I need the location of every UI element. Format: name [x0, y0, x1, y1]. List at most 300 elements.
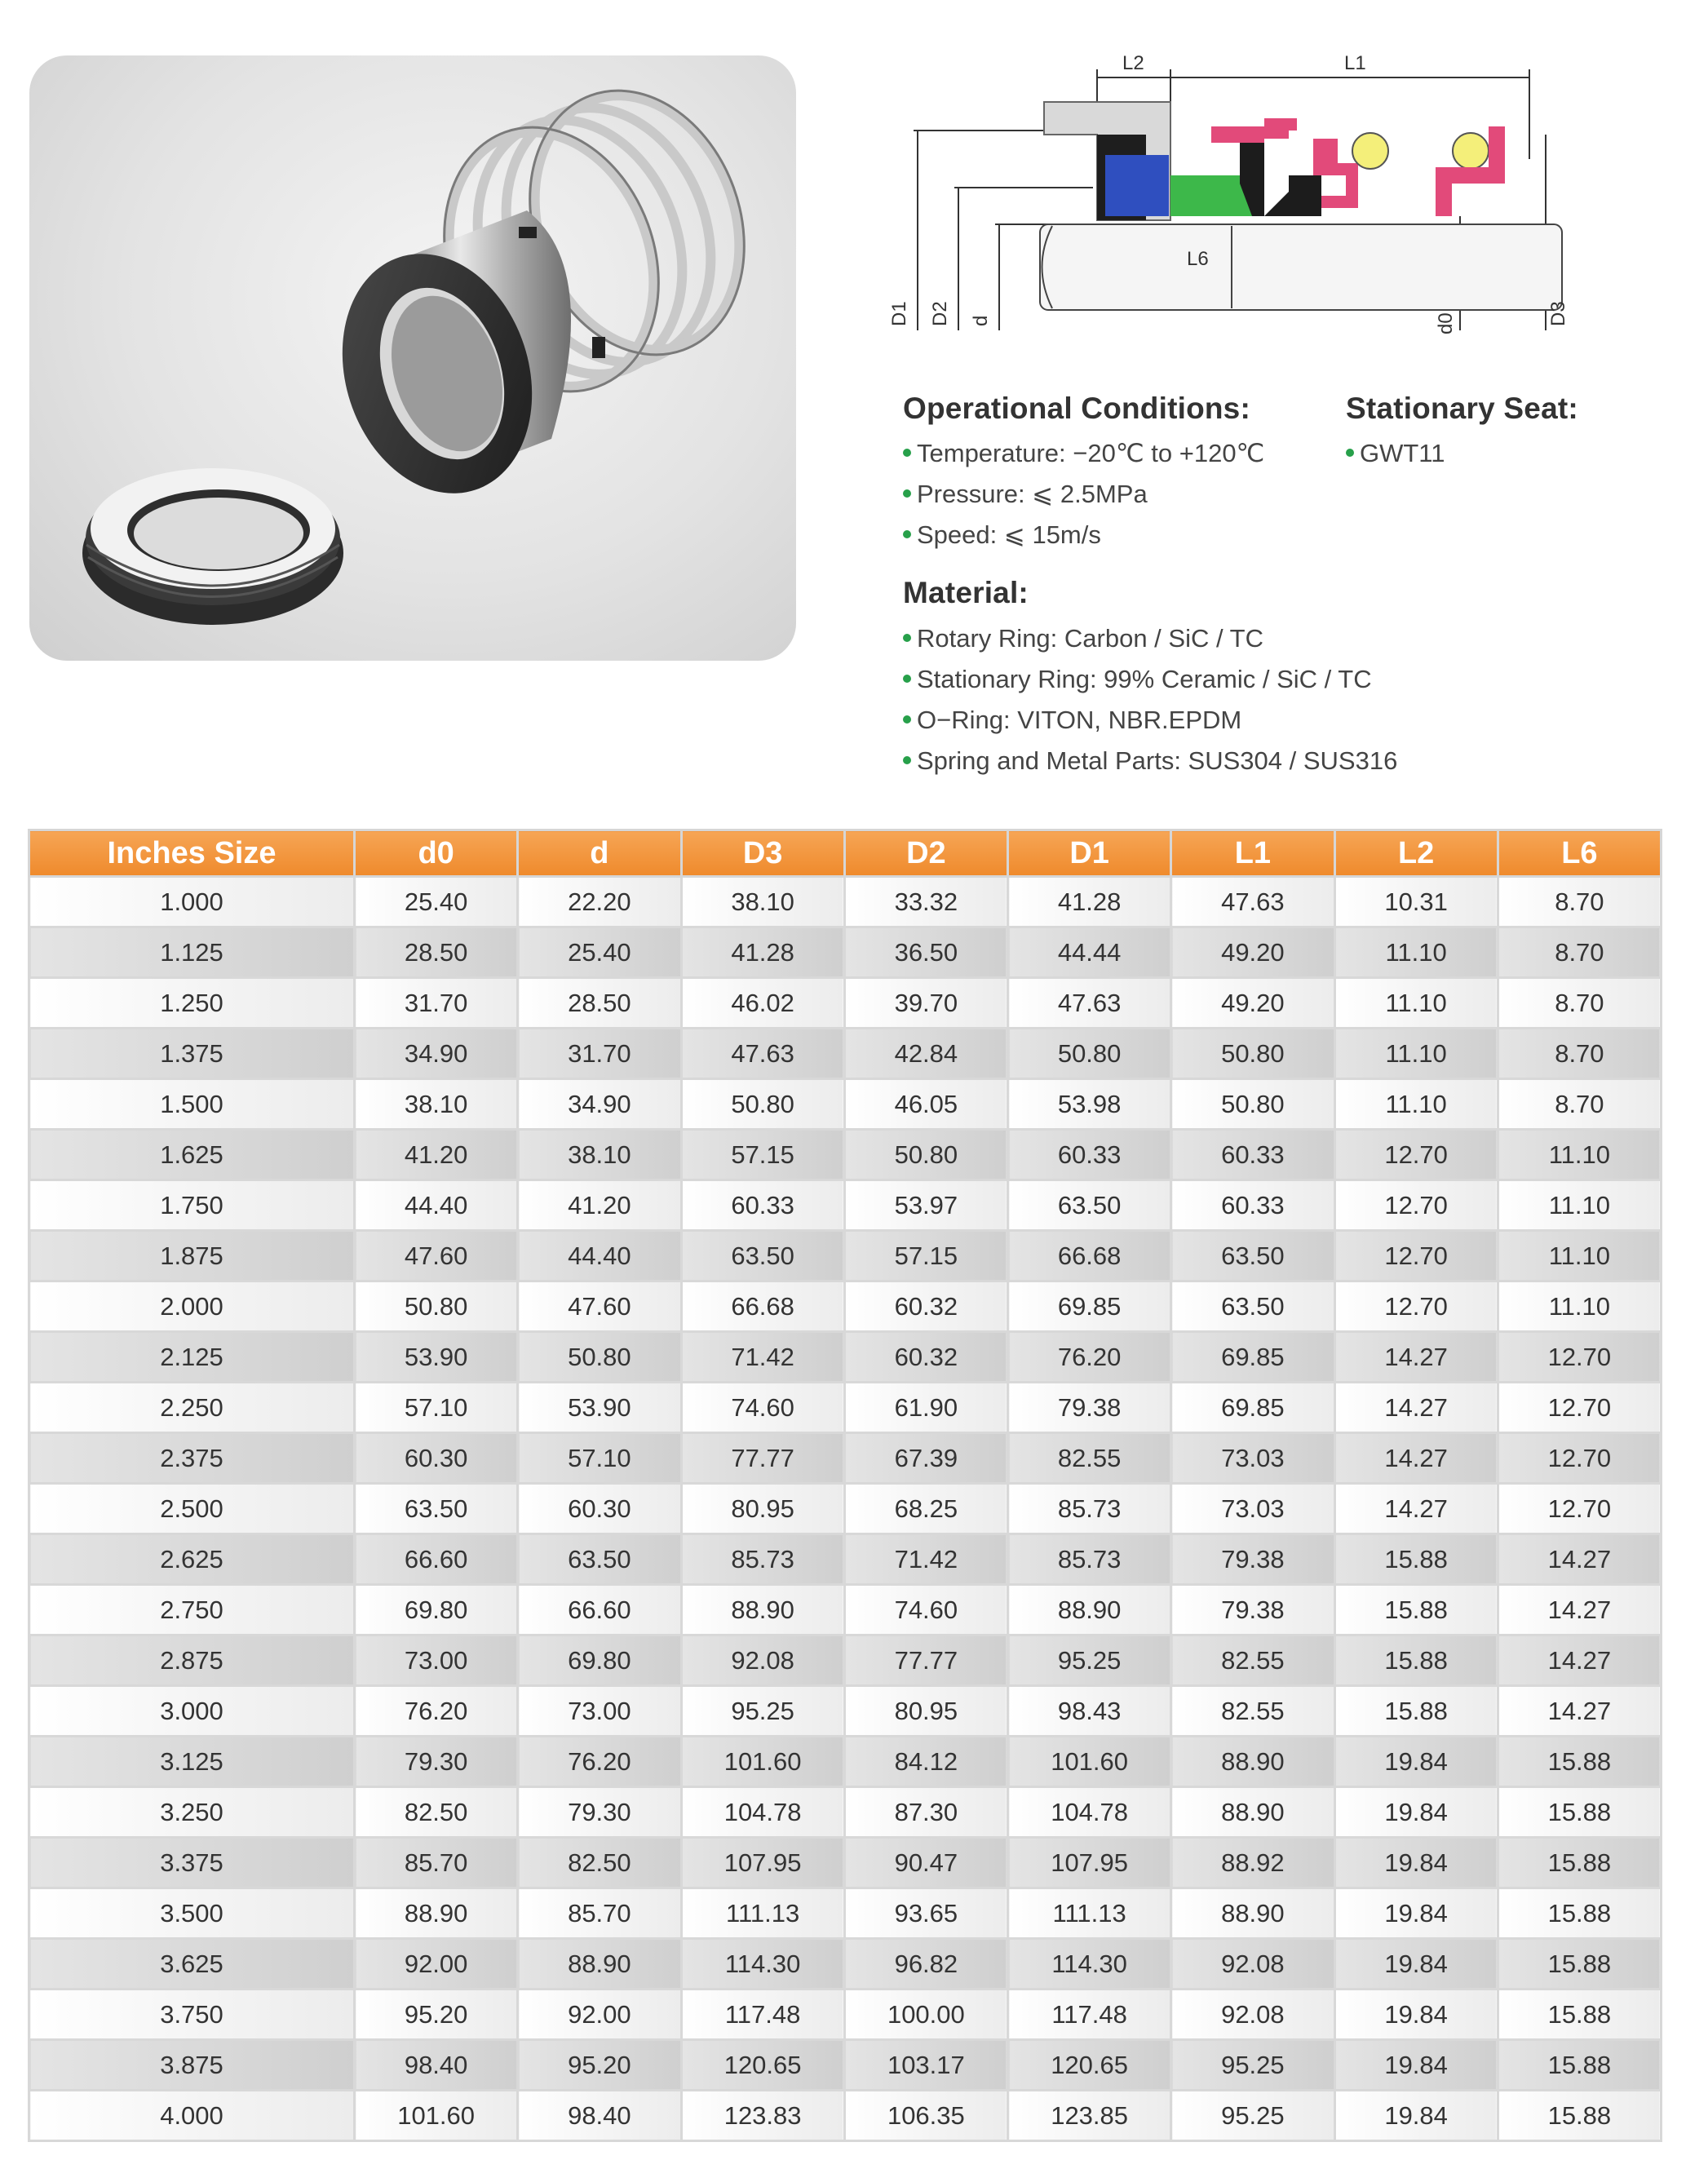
table-row	[29, 1838, 1662, 1888]
dim-label-l1: L1	[1344, 52, 1366, 74]
table-cell: 74.60	[681, 1383, 844, 1433]
table-body	[29, 877, 1662, 2141]
table-cell: 82.55	[1008, 1433, 1171, 1484]
operational-conditions-heading: Operational Conditions:	[903, 392, 1250, 425]
product-photo	[29, 55, 796, 661]
table-cell: 50.80	[1008, 1029, 1171, 1079]
table-cell: 95.20	[355, 1989, 518, 2040]
table-cell: 82.50	[518, 1838, 681, 1888]
table-cell: 36.50	[844, 927, 1007, 978]
table-cell: 31.70	[518, 1029, 681, 1079]
bullet-icon	[903, 675, 911, 683]
operational-conditions-list	[903, 433, 1264, 555]
table-cell: 69.85	[1171, 1383, 1334, 1433]
table-cell: 98.40	[355, 2040, 518, 2091]
bullet-icon	[903, 489, 911, 498]
table-cell: 60.33	[1008, 1130, 1171, 1180]
table-cell: 50.80	[518, 1332, 681, 1383]
column-header: D2	[844, 830, 1007, 877]
stationary-seat-heading: Stationary Seat:	[1346, 392, 1578, 425]
table-cell: 92.00	[355, 1939, 518, 1989]
table-cell: 60.33	[1171, 1180, 1334, 1231]
table-header-row	[29, 830, 1662, 877]
table-cell: 73.00	[518, 1686, 681, 1737]
table-row	[29, 1433, 1662, 1484]
table-cell: 11.10	[1334, 1079, 1498, 1130]
table-cell: 95.25	[1171, 2040, 1334, 2091]
column-header: D3	[681, 830, 844, 877]
table-cell: 101.60	[681, 1737, 844, 1787]
table-cell: 1.625	[29, 1130, 355, 1180]
rubber-bellows	[1240, 143, 1321, 216]
table-cell: 15.88	[1498, 1737, 1661, 1787]
table-row	[29, 2091, 1662, 2141]
table-cell: 3.375	[29, 1838, 355, 1888]
table-cell: 1.875	[29, 1231, 355, 1281]
table-cell: 107.95	[1008, 1838, 1171, 1888]
table-cell: 114.30	[681, 1939, 844, 1989]
column-header: L2	[1334, 830, 1498, 877]
column-header: D1	[1008, 830, 1171, 877]
table-cell: 47.60	[518, 1281, 681, 1332]
table-cell: 11.10	[1498, 1180, 1661, 1231]
table-cell: 67.39	[844, 1433, 1007, 1484]
table-cell: 71.42	[844, 1534, 1007, 1585]
table-cell: 19.84	[1334, 1989, 1498, 2040]
table-row	[29, 1534, 1662, 1585]
table-cell: 73.03	[1171, 1433, 1334, 1484]
column-header: d0	[355, 830, 518, 877]
table-row	[29, 1686, 1662, 1737]
table-cell: 88.90	[1171, 1888, 1334, 1939]
table-cell: 25.40	[518, 927, 681, 978]
table-cell: 82.50	[355, 1787, 518, 1838]
list-item: O−Ring: VITON, NBR.EPDM	[903, 700, 1397, 741]
table-cell: 44.44	[1008, 927, 1171, 978]
table-cell: 88.90	[518, 1939, 681, 1989]
table-cell: 104.78	[1008, 1787, 1171, 1838]
table-cell: 19.84	[1334, 1787, 1498, 1838]
table-cell: 66.60	[355, 1534, 518, 1585]
table-cell: 12.70	[1498, 1332, 1661, 1383]
column-header: d	[518, 830, 681, 877]
table-cell: 28.50	[518, 978, 681, 1029]
list-item: Spring and Metal Parts: SUS304 / SUS316	[903, 741, 1397, 781]
table-cell: 92.00	[518, 1989, 681, 2040]
table-cell: 53.97	[844, 1180, 1007, 1231]
table-cell: 12.70	[1498, 1484, 1661, 1534]
table-cell: 46.02	[681, 978, 844, 1029]
table-cell: 3.500	[29, 1888, 355, 1939]
table-cell: 46.05	[844, 1079, 1007, 1130]
table-cell: 38.10	[355, 1079, 518, 1130]
table-cell: 53.98	[1008, 1079, 1171, 1130]
table-row	[29, 1079, 1662, 1130]
column-header: L1	[1171, 830, 1334, 877]
table-cell: 1.125	[29, 927, 355, 978]
table-cell: 14.27	[1498, 1686, 1661, 1737]
table-row	[29, 1130, 1662, 1180]
table-cell: 50.80	[1171, 1079, 1334, 1130]
table-cell: 15.88	[1498, 1989, 1661, 2040]
table-row	[29, 1484, 1662, 1534]
table-cell: 60.32	[844, 1332, 1007, 1383]
table-cell: 2.250	[29, 1383, 355, 1433]
table-row	[29, 1737, 1662, 1787]
table-cell: 14.27	[1334, 1332, 1498, 1383]
table-cell: 69.85	[1008, 1281, 1171, 1332]
table-cell: 82.55	[1171, 1686, 1334, 1737]
table-cell: 92.08	[1171, 1989, 1334, 2040]
table-cell: 2.625	[29, 1534, 355, 1585]
table-cell: 11.10	[1334, 927, 1498, 978]
table-row	[29, 1989, 1662, 2040]
table-cell: 117.48	[681, 1989, 844, 2040]
table-cell: 49.20	[1171, 927, 1334, 978]
table-cell: 95.25	[681, 1686, 844, 1737]
table-cell: 79.30	[518, 1787, 681, 1838]
stationary-ring	[1105, 155, 1169, 216]
table-cell: 120.65	[681, 2040, 844, 2091]
table-cell: 15.88	[1498, 1939, 1661, 1989]
column-header: Inches Size	[29, 830, 355, 877]
table-row	[29, 1888, 1662, 1939]
table-cell: 8.70	[1498, 877, 1661, 927]
table-cell: 123.85	[1008, 2091, 1171, 2141]
table-row	[29, 1383, 1662, 1433]
table-cell: 103.17	[844, 2040, 1007, 2091]
table-cell: 14.27	[1498, 1635, 1661, 1686]
table-cell: 3.875	[29, 2040, 355, 2091]
table-cell: 80.95	[681, 1484, 844, 1534]
table-cell: 95.20	[518, 2040, 681, 2091]
table-cell: 93.65	[844, 1888, 1007, 1939]
table-cell: 101.60	[355, 2091, 518, 2141]
table-cell: 88.90	[681, 1585, 844, 1635]
table-cell: 63.50	[1171, 1231, 1334, 1281]
table-cell: 2.125	[29, 1332, 355, 1383]
list-item: Speed: ⩽ 15m/s	[903, 515, 1264, 555]
table-cell: 1.000	[29, 877, 355, 927]
table-cell: 31.70	[355, 978, 518, 1029]
table-cell: 85.70	[355, 1838, 518, 1888]
table-cell: 8.70	[1498, 1079, 1661, 1130]
table-cell: 84.12	[844, 1737, 1007, 1787]
table-cell: 1.375	[29, 1029, 355, 1079]
bullet-icon	[903, 634, 911, 642]
table-cell: 60.30	[518, 1484, 681, 1534]
table-cell: 90.47	[844, 1838, 1007, 1888]
table-row	[29, 877, 1662, 927]
table-cell: 85.73	[1008, 1534, 1171, 1585]
table-cell: 111.13	[1008, 1888, 1171, 1939]
table-cell: 63.50	[518, 1534, 681, 1585]
table-cell: 12.70	[1334, 1231, 1498, 1281]
table-cell: 34.90	[518, 1079, 681, 1130]
table-cell: 117.48	[1008, 1989, 1171, 2040]
dim-label-l6: L6	[1187, 248, 1209, 270]
table-cell: 19.84	[1334, 1737, 1498, 1787]
table-cell: 66.68	[1008, 1231, 1171, 1281]
table-cell: 12.70	[1498, 1383, 1661, 1433]
table-cell: 44.40	[355, 1180, 518, 1231]
table-cell: 15.88	[1334, 1534, 1498, 1585]
table-cell: 50.80	[844, 1130, 1007, 1180]
table-cell: 15.88	[1498, 1838, 1661, 1888]
table-cell: 8.70	[1498, 1029, 1661, 1079]
table-cell: 68.25	[844, 1484, 1007, 1534]
table-row	[29, 2040, 1662, 2091]
table-cell: 107.95	[681, 1838, 844, 1888]
table-cell: 77.77	[681, 1433, 844, 1484]
table-cell: 79.38	[1008, 1383, 1171, 1433]
table-cell: 19.84	[1334, 2091, 1498, 2141]
bullet-icon	[903, 449, 911, 457]
table-cell: 60.30	[355, 1433, 518, 1484]
table-cell: 15.88	[1498, 2040, 1661, 2091]
table-cell: 10.31	[1334, 877, 1498, 927]
table-cell: 80.95	[844, 1686, 1007, 1737]
table-cell: 2.750	[29, 1585, 355, 1635]
table-cell: 95.25	[1171, 2091, 1334, 2141]
table-cell: 60.33	[1171, 1130, 1334, 1180]
table-cell: 92.08	[1171, 1939, 1334, 1989]
table-cell: 96.82	[844, 1939, 1007, 1989]
table-cell: 2.875	[29, 1635, 355, 1686]
table-cell: 19.84	[1334, 1838, 1498, 1888]
table-cell: 22.20	[518, 877, 681, 927]
table-cell: 12.70	[1334, 1281, 1498, 1332]
table-cell: 41.28	[681, 927, 844, 978]
table-cell: 14.27	[1334, 1433, 1498, 1484]
table-cell: 63.50	[1008, 1180, 1171, 1231]
table-cell: 47.60	[355, 1231, 518, 1281]
table-row	[29, 978, 1662, 1029]
table-cell: 42.84	[844, 1029, 1007, 1079]
table-cell: 82.55	[1171, 1635, 1334, 1686]
table-cell: 85.73	[681, 1534, 844, 1585]
table-row	[29, 1939, 1662, 1989]
table-cell: 74.60	[844, 1585, 1007, 1635]
table-row	[29, 1585, 1662, 1635]
table-cell: 25.40	[355, 877, 518, 927]
table-cell: 114.30	[1008, 1939, 1171, 1989]
bullet-icon	[1346, 449, 1354, 457]
table-cell: 49.20	[1171, 978, 1334, 1029]
table-cell: 73.00	[355, 1635, 518, 1686]
table-cell: 12.70	[1498, 1433, 1661, 1484]
table-cell: 47.63	[1171, 877, 1334, 927]
table-cell: 71.42	[681, 1332, 844, 1383]
retainer	[1211, 118, 1297, 143]
table-cell: 92.08	[681, 1635, 844, 1686]
table-cell: 66.60	[518, 1585, 681, 1635]
bullet-icon	[903, 756, 911, 764]
table-cell: 15.88	[1498, 1888, 1661, 1939]
spring-coil	[1352, 133, 1388, 169]
table-cell: 69.85	[1171, 1332, 1334, 1383]
mechanical-seal-illustration	[29, 55, 796, 661]
table-cell: 63.50	[1171, 1281, 1334, 1332]
table-cell: 66.68	[681, 1281, 844, 1332]
table-cell: 11.10	[1498, 1130, 1661, 1180]
dim-label-l2: L2	[1122, 52, 1144, 74]
table-cell: 1.500	[29, 1079, 355, 1130]
table-cell: 11.10	[1334, 978, 1498, 1029]
table-cell: 76.20	[1008, 1332, 1171, 1383]
table-cell: 41.20	[518, 1180, 681, 1231]
list-item: GWT11	[1346, 433, 1445, 474]
table-cell: 19.84	[1334, 1939, 1498, 1989]
table-cell: 3.250	[29, 1787, 355, 1838]
table-cell: 34.90	[355, 1029, 518, 1079]
table-cell: 11.10	[1334, 1029, 1498, 1079]
bullet-icon	[903, 715, 911, 724]
table-cell: 14.27	[1334, 1383, 1498, 1433]
table-cell: 19.84	[1334, 2040, 1498, 2091]
table-cell: 73.03	[1171, 1484, 1334, 1534]
table-cell: 4.000	[29, 2091, 355, 2141]
column-header: L6	[1498, 830, 1661, 877]
table-cell: 100.00	[844, 1989, 1007, 2040]
table-row	[29, 1029, 1662, 1079]
material-heading: Material:	[903, 576, 1029, 609]
table-cell: 50.80	[1171, 1029, 1334, 1079]
table-cell: 38.10	[681, 877, 844, 927]
list-item: Pressure: ⩽ 2.5MPa	[903, 474, 1264, 515]
table-cell: 98.43	[1008, 1686, 1171, 1737]
table-row	[29, 1180, 1662, 1231]
table-row	[29, 1332, 1662, 1383]
table-cell: 63.50	[355, 1484, 518, 1534]
stationary-seat-list	[1346, 433, 1445, 474]
table-cell: 28.50	[355, 927, 518, 978]
table-cell: 15.88	[1498, 1787, 1661, 1838]
dim-label-d3: D3	[1547, 301, 1569, 326]
table-cell: 123.83	[681, 2091, 844, 2141]
dim-label-d1: D1	[888, 301, 910, 326]
table-cell: 95.25	[1008, 1635, 1171, 1686]
table-row	[29, 927, 1662, 978]
table-cell: 61.90	[844, 1383, 1007, 1433]
dimension-table	[28, 829, 1662, 2142]
table-cell: 87.30	[844, 1787, 1007, 1838]
table-cell: 85.70	[518, 1888, 681, 1939]
table-cell: 50.80	[681, 1079, 844, 1130]
table-cell: 8.70	[1498, 978, 1661, 1029]
table-cell: 3.125	[29, 1737, 355, 1787]
table-cell: 77.77	[844, 1635, 1007, 1686]
material-list	[903, 618, 1397, 781]
table-cell: 2.000	[29, 1281, 355, 1332]
table-cell: 19.84	[1334, 1888, 1498, 1939]
table-cell: 88.90	[1171, 1737, 1334, 1787]
table-cell: 69.80	[518, 1635, 681, 1686]
table-cell: 41.20	[355, 1130, 518, 1180]
table-row	[29, 1635, 1662, 1686]
table-cell: 76.20	[518, 1737, 681, 1787]
table-cell: 69.80	[355, 1585, 518, 1635]
table-cell: 14.27	[1498, 1534, 1661, 1585]
shaft	[1040, 224, 1562, 310]
table-cell: 88.90	[355, 1888, 518, 1939]
table-cell: 12.70	[1334, 1130, 1498, 1180]
table-cell: 2.500	[29, 1484, 355, 1534]
table-cell: 44.40	[518, 1231, 681, 1281]
table-cell: 39.70	[844, 978, 1007, 1029]
table-cell: 47.63	[1008, 978, 1171, 1029]
dim-label-d2: D2	[929, 301, 951, 326]
table-cell: 47.63	[681, 1029, 844, 1079]
table-cell: 1.250	[29, 978, 355, 1029]
table-cell: 14.27	[1498, 1585, 1661, 1635]
table-cell: 57.15	[681, 1130, 844, 1180]
table-cell: 12.70	[1334, 1180, 1498, 1231]
table-cell: 8.70	[1498, 927, 1661, 978]
table-row	[29, 1787, 1662, 1838]
list-item: Stationary Ring: 99% Ceramic / SiC / TC	[903, 659, 1397, 700]
table-cell: 98.40	[518, 2091, 681, 2141]
table-cell: 57.10	[355, 1383, 518, 1433]
table-cell: 3.625	[29, 1939, 355, 1989]
table-cell: 120.65	[1008, 2040, 1171, 2091]
table-cell: 88.92	[1171, 1838, 1334, 1888]
table-cell: 85.73	[1008, 1484, 1171, 1534]
table-cell: 88.90	[1008, 1585, 1171, 1635]
table-row	[29, 1231, 1662, 1281]
table-cell: 57.10	[518, 1433, 681, 1484]
table-cell: 2.375	[29, 1433, 355, 1484]
list-item: Temperature: −20℃ to +120℃	[903, 433, 1264, 474]
table-cell: 3.000	[29, 1686, 355, 1737]
table-cell: 60.33	[681, 1180, 844, 1231]
table-cell: 106.35	[844, 2091, 1007, 2141]
table-cell: 57.15	[844, 1231, 1007, 1281]
seal-cross-section-drawing	[881, 45, 1599, 355]
table-cell: 15.88	[1334, 1635, 1498, 1686]
table-cell: 88.90	[1171, 1787, 1334, 1838]
table-cell: 15.88	[1498, 2091, 1661, 2141]
table-cell: 14.27	[1334, 1484, 1498, 1534]
table-cell: 41.28	[1008, 877, 1171, 927]
table-cell: 50.80	[355, 1281, 518, 1332]
table-cell: 79.30	[355, 1737, 518, 1787]
table-cell: 11.10	[1498, 1231, 1661, 1281]
table-cell: 79.38	[1171, 1585, 1334, 1635]
table-cell: 53.90	[518, 1383, 681, 1433]
table-row	[29, 1281, 1662, 1332]
bullet-icon	[903, 530, 911, 538]
table-cell: 76.20	[355, 1686, 518, 1737]
table-cell: 15.88	[1334, 1585, 1498, 1635]
table-cell: 63.50	[681, 1231, 844, 1281]
table-cell: 11.10	[1498, 1281, 1661, 1332]
stationary-seat	[82, 468, 343, 625]
table-cell: 53.90	[355, 1332, 518, 1383]
table-cell: 3.750	[29, 1989, 355, 2040]
dim-label-d: d	[970, 315, 992, 326]
table-cell: 111.13	[681, 1888, 844, 1939]
table-cell: 104.78	[681, 1787, 844, 1838]
table-cell: 1.750	[29, 1180, 355, 1231]
list-item: Rotary Ring: Carbon / SiC / TC	[903, 618, 1397, 659]
table-cell: 101.60	[1008, 1737, 1171, 1787]
table-cell: 33.32	[844, 877, 1007, 927]
table-cell: 15.88	[1334, 1686, 1498, 1737]
table-cell: 38.10	[518, 1130, 681, 1180]
table-cell: 79.38	[1171, 1534, 1334, 1585]
table-cell: 60.32	[844, 1281, 1007, 1332]
